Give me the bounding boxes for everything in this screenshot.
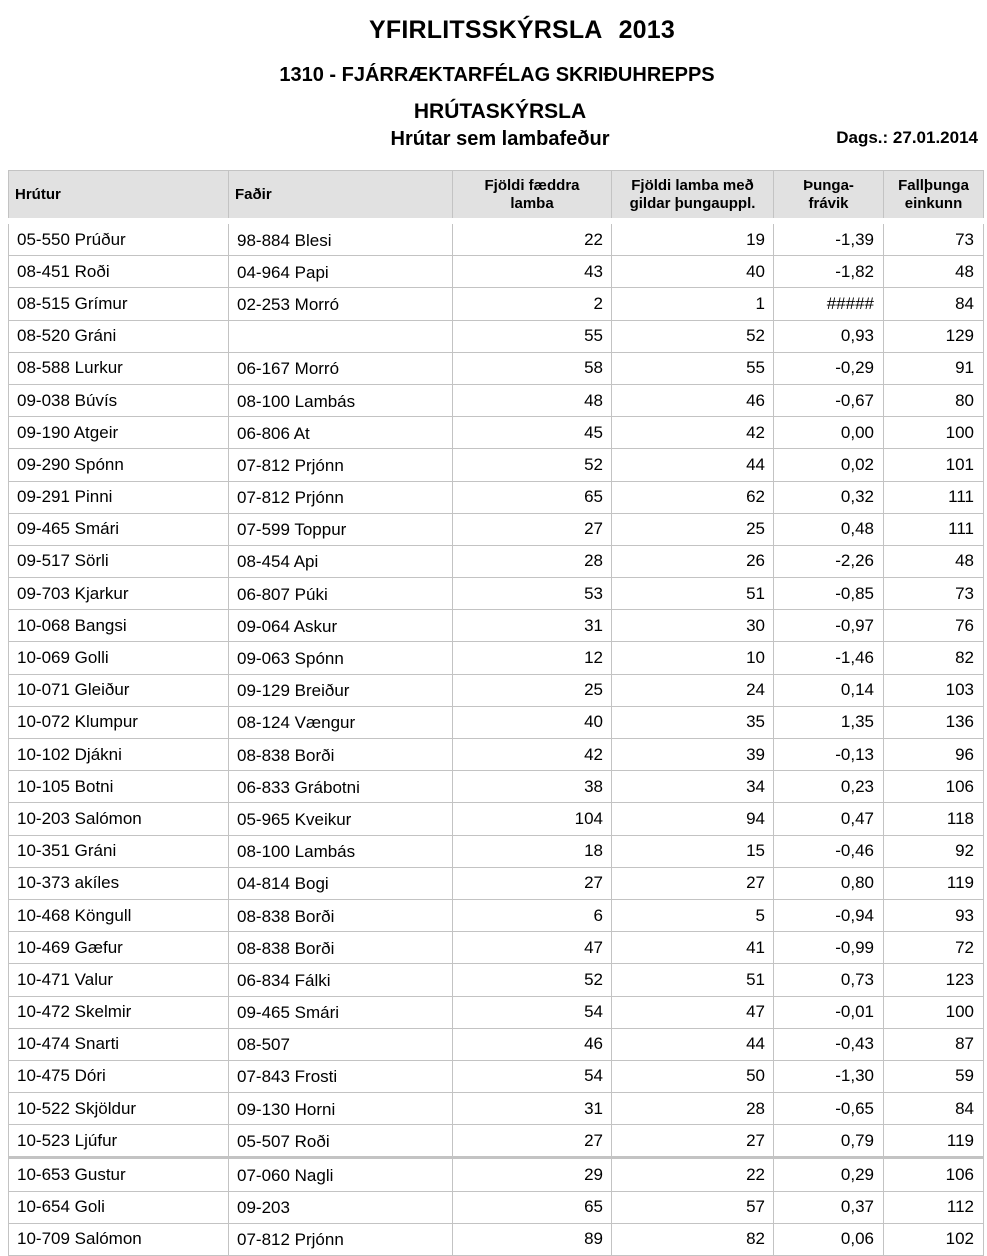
table-row [9,578,984,610]
table-row [9,964,984,996]
table-row [9,803,984,835]
cell-father: 09-465 Smári [229,996,453,1028]
cell-deviation: 1,35 [774,706,884,738]
cell-ram: 10-471 Valur [9,964,229,996]
cell-born: 25 [453,674,612,706]
cell-born: 53 [453,578,612,610]
cell-weighed: 82 [612,1223,774,1255]
cell-born: 42 [453,739,612,771]
cell-weighed: 46 [612,384,774,416]
column-header-score: Fallþunga einkunn [884,171,984,222]
table-row [9,610,984,642]
cell-father: 08-838 Borði [229,899,453,931]
cell-deviation: -0,65 [774,1093,884,1125]
cell-born: 18 [453,835,612,867]
table-row [9,256,984,288]
cell-ram: 08-588 Lurkur [9,352,229,384]
cell-score: 112 [884,1191,984,1223]
cell-score: 103 [884,674,984,706]
cell-score: 48 [884,545,984,577]
cell-score: 87 [884,1028,984,1060]
cell-father: 08-838 Borði [229,739,453,771]
column-header-weighed: Fjöldi lamba með gildar þungauppl. [612,171,774,222]
cell-born: 12 [453,642,612,674]
table-row [9,1125,984,1158]
cell-deviation: -0,67 [774,384,884,416]
table-row [9,899,984,931]
cell-born: 31 [453,1093,612,1125]
cell-score: 72 [884,932,984,964]
table-row [9,481,984,513]
cell-ram: 09-517 Sörli [9,545,229,577]
cell-weighed: 55 [612,352,774,384]
cell-deviation: -0,01 [774,996,884,1028]
cell-score: 91 [884,352,984,384]
cell-born: 58 [453,352,612,384]
report-subtitle: Hrútar sem lambafeður [390,128,610,150]
cell-deviation: -0,46 [774,835,884,867]
cell-born: 54 [453,996,612,1028]
cell-born: 6 [453,899,612,931]
cell-deviation: 0,00 [774,417,884,449]
cell-father: 02-253 Morró [229,288,453,320]
cell-score: 129 [884,320,984,352]
cell-ram: 08-515 Grímur [9,288,229,320]
cell-weighed: 41 [612,932,774,964]
cell-ram: 09-291 Pinni [9,481,229,513]
cell-ram: 05-550 Prúður [9,221,229,256]
table-row [9,674,984,706]
cell-ram: 10-472 Skelmir [9,996,229,1028]
cell-deviation: 0,02 [774,449,884,481]
cell-father: 07-812 Prjónn [229,1223,453,1255]
cell-born: 65 [453,1191,612,1223]
table-row [9,1158,984,1191]
cell-born: 52 [453,964,612,996]
table-row [9,771,984,803]
cell-weighed: 51 [612,964,774,996]
table-row [9,288,984,320]
cell-weighed: 28 [612,1093,774,1125]
cell-father: 07-060 Nagli [229,1158,453,1191]
cell-father [229,320,453,352]
table-row [9,706,984,738]
cell-father: 06-834 Fálki [229,964,453,996]
table-row [9,1060,984,1092]
cell-score: 100 [884,417,984,449]
cell-ram: 08-451 Roði [9,256,229,288]
organization-name: 1310 - FJÁRRÆKTARFÉLAG SKRIÐUHREPPS [279,64,715,86]
table-row [9,1093,984,1125]
cell-father: 08-507 [229,1028,453,1060]
table-body [9,221,984,1256]
cell-weighed: 47 [612,996,774,1028]
cell-deviation: -2,26 [774,545,884,577]
cell-score: 106 [884,1158,984,1191]
cell-weighed: 51 [612,578,774,610]
cell-weighed: 42 [612,417,774,449]
table-row [9,835,984,867]
cell-deviation: 0,37 [774,1191,884,1223]
cell-father: 06-807 Púki [229,578,453,610]
cell-born: 52 [453,449,612,481]
cell-ram: 09-290 Spónn [9,449,229,481]
cell-deviation: 0,73 [774,964,884,996]
cell-father: 08-100 Lambás [229,384,453,416]
cell-deviation: -0,94 [774,899,884,931]
cell-ram: 10-069 Golli [9,642,229,674]
cell-weighed: 26 [612,545,774,577]
cell-score: 96 [884,739,984,771]
cell-weighed: 25 [612,513,774,545]
cell-weighed: 5 [612,899,774,931]
cell-father: 04-964 Papi [229,256,453,288]
table-row [9,739,984,771]
table-header-row [9,171,984,222]
cell-score: 111 [884,481,984,513]
cell-ram: 10-523 Ljúfur [9,1125,229,1158]
cell-father: 05-507 Roði [229,1125,453,1158]
cell-deviation: -0,29 [774,352,884,384]
cell-ram: 10-071 Gleiður [9,674,229,706]
cell-deviation: -0,85 [774,578,884,610]
cell-born: 46 [453,1028,612,1060]
cell-weighed: 15 [612,835,774,867]
cell-father: 04-814 Bogi [229,867,453,899]
cell-weighed: 10 [612,642,774,674]
cell-weighed: 27 [612,867,774,899]
cell-deviation: -1,39 [774,221,884,256]
cell-weighed: 57 [612,1191,774,1223]
cell-score: 76 [884,610,984,642]
cell-weighed: 39 [612,739,774,771]
cell-deviation: 0,79 [774,1125,884,1158]
table-row [9,417,984,449]
column-header-ram: Hrútur [9,171,229,222]
cell-weighed: 44 [612,1028,774,1060]
cell-weighed: 40 [612,256,774,288]
cell-father: 06-167 Morró [229,352,453,384]
cell-father: 08-100 Lambás [229,835,453,867]
cell-deviation: -1,82 [774,256,884,288]
cell-weighed: 1 [612,288,774,320]
cell-weighed: 94 [612,803,774,835]
cell-deviation: 0,47 [774,803,884,835]
table-row [9,320,984,352]
cell-score: 102 [884,1223,984,1255]
cell-score: 136 [884,706,984,738]
cell-ram: 10-469 Gæfur [9,932,229,964]
cell-born: 47 [453,932,612,964]
cell-weighed: 19 [612,221,774,256]
table-row [9,867,984,899]
cell-born: 29 [453,1158,612,1191]
cell-deviation: 0,93 [774,320,884,352]
cell-weighed: 35 [612,706,774,738]
cell-ram: 10-351 Gráni [9,835,229,867]
cell-score: 118 [884,803,984,835]
cell-born: 48 [453,384,612,416]
cell-born: 55 [453,320,612,352]
report-name: HRÚTASKÝRSLA [413,100,587,123]
cell-father: 08-124 Vængur [229,706,453,738]
cell-ram: 10-105 Botni [9,771,229,803]
column-header-born: Fjöldi fæddra lamba [453,171,612,222]
cell-deviation: 0,23 [774,771,884,803]
cell-born: 38 [453,771,612,803]
table-row [9,352,984,384]
cell-ram: 10-373 akíles [9,867,229,899]
cell-born: 43 [453,256,612,288]
cell-deviation: ##### [774,288,884,320]
cell-deviation: -1,46 [774,642,884,674]
cell-weighed: 30 [612,610,774,642]
table-row [9,932,984,964]
cell-weighed: 27 [612,1125,774,1158]
cell-deviation: 0,06 [774,1223,884,1255]
cell-born: 22 [453,221,612,256]
cell-score: 101 [884,449,984,481]
cell-ram: 09-190 Atgeir [9,417,229,449]
cell-ram: 10-475 Dóri [9,1060,229,1092]
cell-father: 07-812 Prjónn [229,449,453,481]
cell-born: 27 [453,867,612,899]
cell-score: 59 [884,1060,984,1092]
table-row [9,449,984,481]
cell-born: 89 [453,1223,612,1255]
cell-born: 104 [453,803,612,835]
cell-weighed: 50 [612,1060,774,1092]
report-title-text: YFIRLITSSKÝRSLA [369,16,603,44]
cell-father: 07-599 Toppur [229,513,453,545]
cell-father: 09-129 Breiður [229,674,453,706]
cell-score: 119 [884,1125,984,1158]
cell-score: 111 [884,513,984,545]
cell-father: 09-203 [229,1191,453,1223]
cell-ram: 09-038 Búvís [9,384,229,416]
table-row [9,513,984,545]
cell-ram: 10-203 Salómon [9,803,229,835]
report-date: Dags.: 27.01.2014 [836,128,978,147]
cell-score: 80 [884,384,984,416]
cell-ram: 10-709 Salómon [9,1223,229,1255]
cell-weighed: 34 [612,771,774,803]
cell-weighed: 22 [612,1158,774,1191]
cell-ram: 09-465 Smári [9,513,229,545]
cell-deviation: 0,80 [774,867,884,899]
cell-score: 48 [884,256,984,288]
cell-ram: 10-072 Klumpur [9,706,229,738]
cell-father: 09-130 Horni [229,1093,453,1125]
cell-father: 07-812 Prjónn [229,481,453,513]
cell-father: 09-064 Askur [229,610,453,642]
cell-score: 123 [884,964,984,996]
cell-ram: 10-654 Goli [9,1191,229,1223]
cell-born: 2 [453,288,612,320]
cell-score: 93 [884,899,984,931]
cell-ram: 10-522 Skjöldur [9,1093,229,1125]
cell-father: 05-965 Kveikur [229,803,453,835]
cell-ram: 10-653 Gustur [9,1158,229,1191]
table-row [9,1191,984,1223]
cell-born: 31 [453,610,612,642]
column-header-father: Faðir [229,171,453,222]
table-row [9,996,984,1028]
table-row [9,1223,984,1255]
cell-born: 27 [453,513,612,545]
cell-score: 119 [884,867,984,899]
cell-weighed: 52 [612,320,774,352]
cell-score: 106 [884,771,984,803]
cell-deviation: -1,30 [774,1060,884,1092]
cell-weighed: 44 [612,449,774,481]
cell-deviation: -0,13 [774,739,884,771]
cell-father: 98-884 Blesi [229,221,453,256]
cell-deviation: -0,43 [774,1028,884,1060]
cell-father: 07-843 Frosti [229,1060,453,1092]
cell-score: 73 [884,221,984,256]
cell-ram: 10-102 Djákni [9,739,229,771]
cell-score: 84 [884,1093,984,1125]
cell-father: 06-806 At [229,417,453,449]
cell-score: 92 [884,835,984,867]
cell-ram: 10-474 Snarti [9,1028,229,1060]
table-row [9,384,984,416]
report-year: 2013 [618,16,675,44]
cell-father: 08-454 Api [229,545,453,577]
rams-table [8,170,984,1256]
cell-deviation: 0,29 [774,1158,884,1191]
cell-born: 45 [453,417,612,449]
table-row [9,221,984,256]
column-header-deviation: Þunga- frávik [774,171,884,222]
cell-weighed: 24 [612,674,774,706]
cell-deviation: 0,48 [774,513,884,545]
cell-born: 40 [453,706,612,738]
cell-ram: 09-703 Kjarkur [9,578,229,610]
cell-born: 65 [453,481,612,513]
table-row [9,545,984,577]
table-row [9,642,984,674]
cell-ram: 10-068 Bangsi [9,610,229,642]
cell-score: 100 [884,996,984,1028]
cell-father: 09-063 Spónn [229,642,453,674]
cell-ram: 08-520 Gráni [9,320,229,352]
cell-weighed: 62 [612,481,774,513]
cell-deviation: 0,14 [774,674,884,706]
report-title [0,16,987,45]
cell-score: 84 [884,288,984,320]
cell-born: 28 [453,545,612,577]
cell-born: 27 [453,1125,612,1158]
cell-deviation: 0,32 [774,481,884,513]
cell-score: 82 [884,642,984,674]
cell-deviation: -0,99 [774,932,884,964]
cell-score: 73 [884,578,984,610]
cell-father: 06-833 Grábotni [229,771,453,803]
cell-deviation: -0,97 [774,610,884,642]
cell-father: 08-838 Borði [229,932,453,964]
cell-ram: 10-468 Köngull [9,899,229,931]
table-row [9,1028,984,1060]
cell-born: 54 [453,1060,612,1092]
